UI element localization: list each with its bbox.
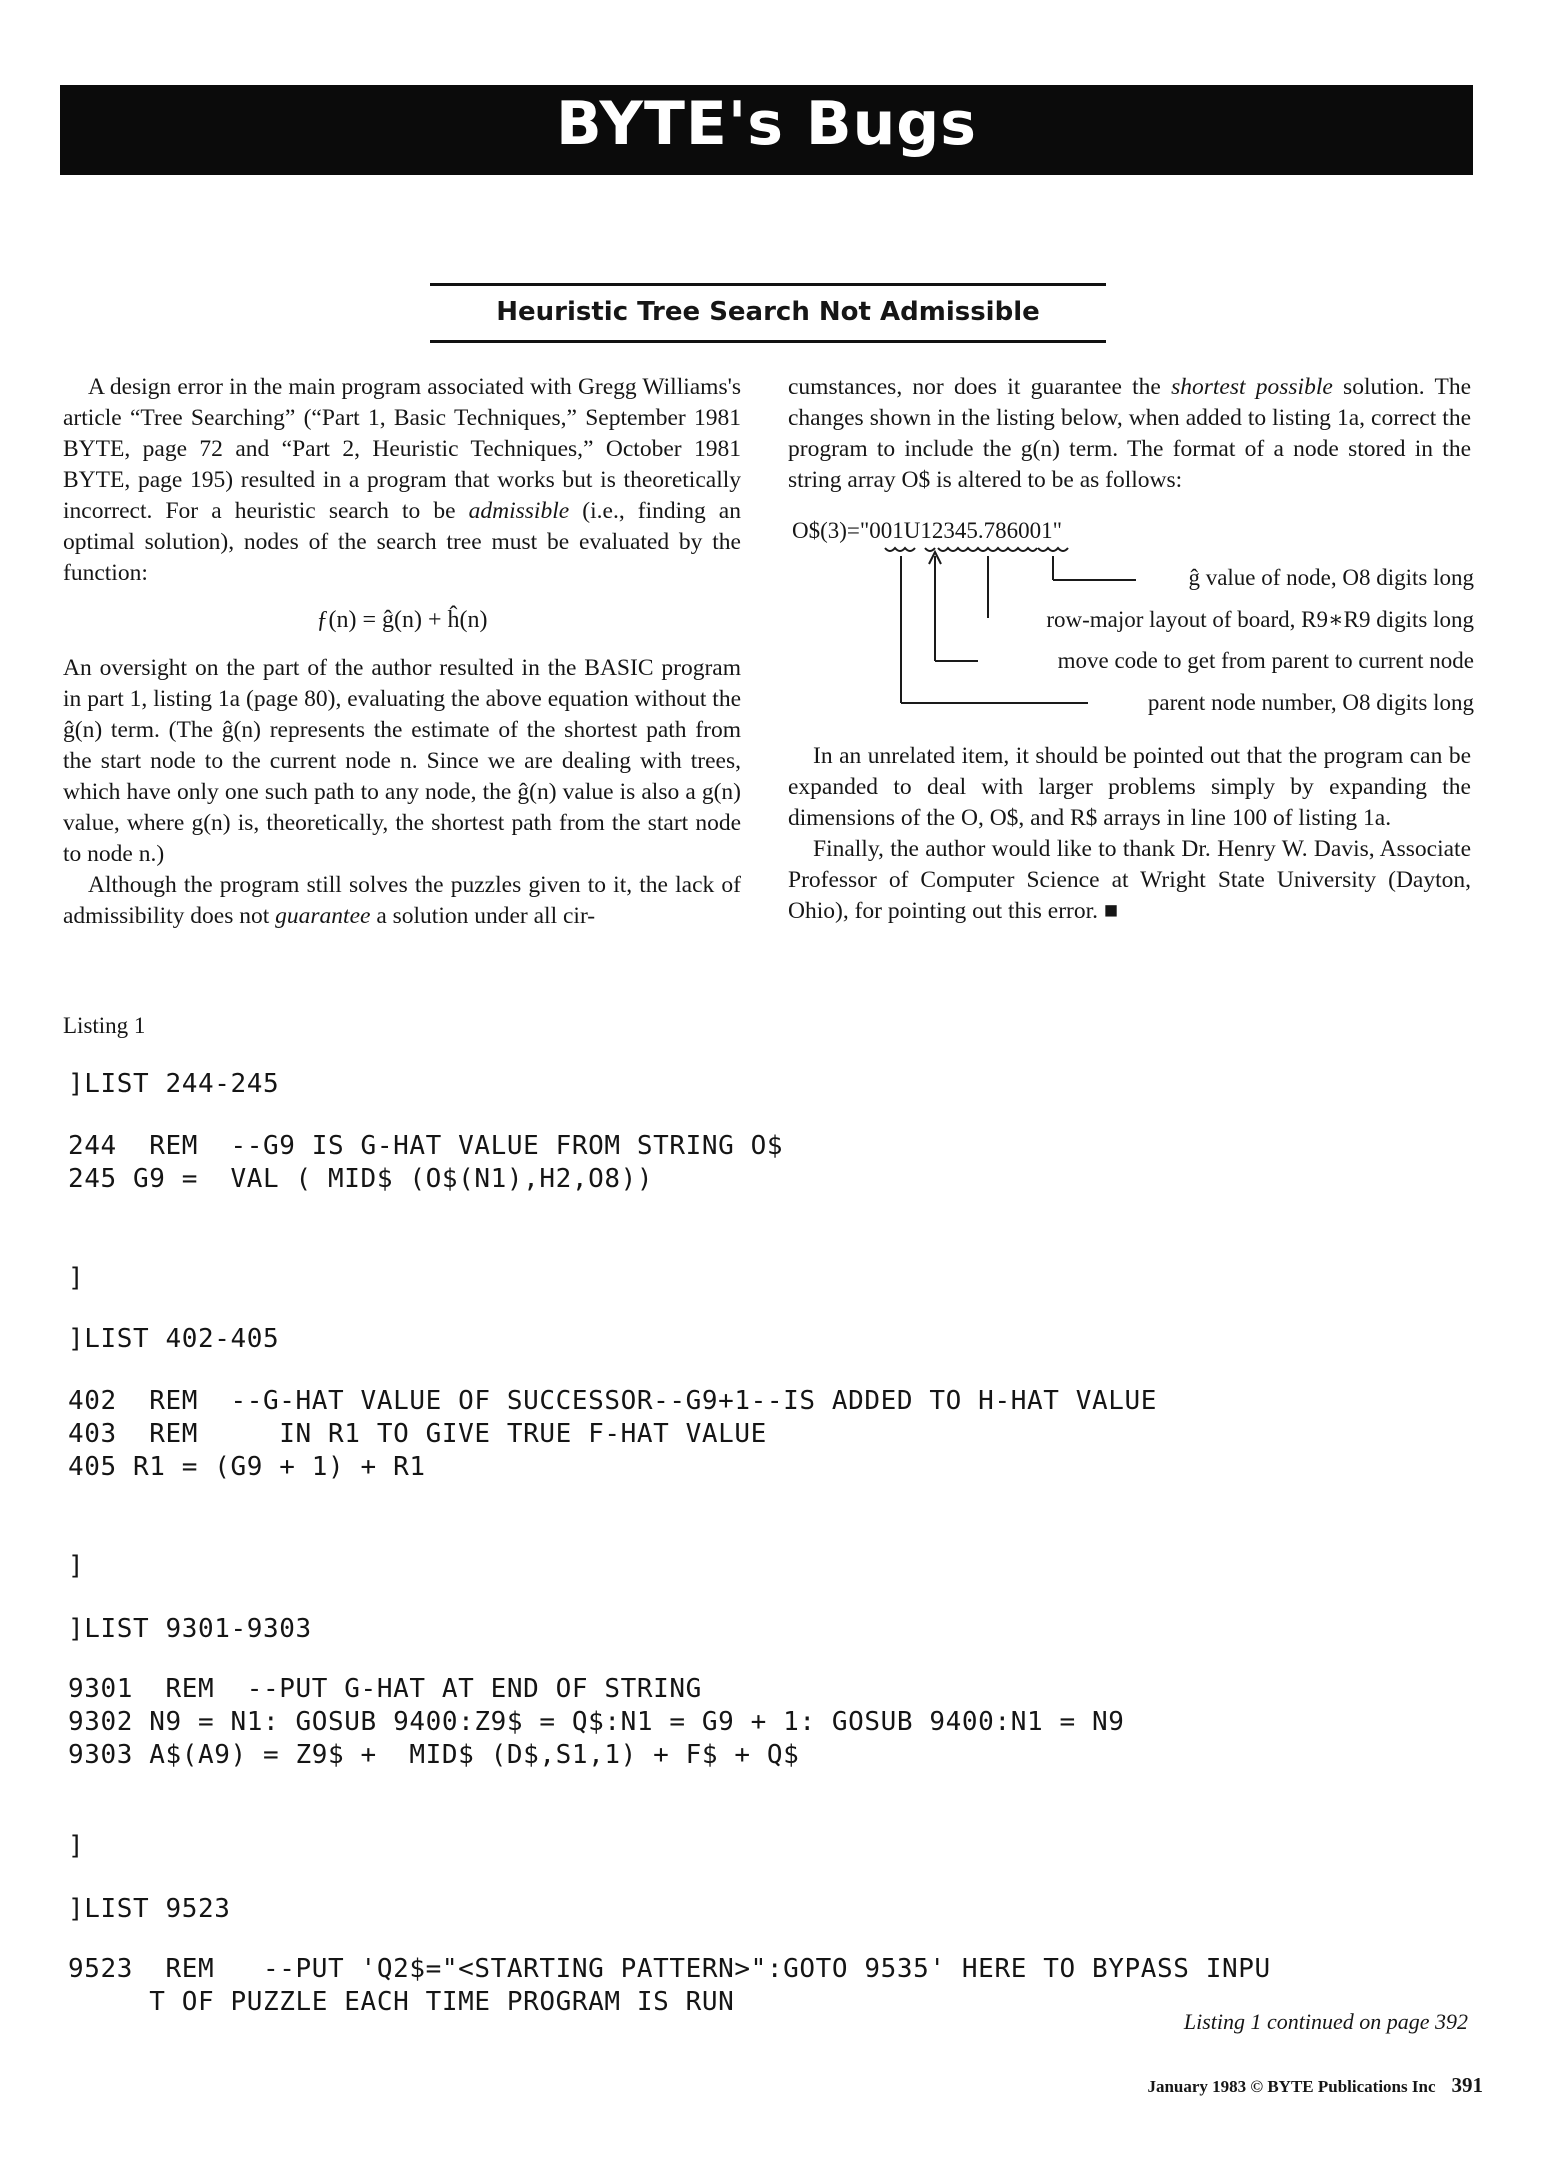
- paragraph: [788, 834, 1471, 927]
- header-banner: [60, 85, 1473, 175]
- code-block: 9523 REM --PUT 'Q2$="<STARTING PATTERN>":GOTO 9535' HERE TO BYPASS INPU T OF PUZZLE EACH TIME PROGRAM IS RUN: [68, 1954, 1271, 2017]
- emphasis: shortest possible: [1171, 374, 1333, 400]
- brace-move: [925, 548, 935, 551]
- node-format-diagram: [788, 518, 1478, 728]
- diagram-expression: O$(3)="001U12345.786001": [792, 518, 1063, 543]
- paragraph: An oversight on the part of the author resulted in the BASIC program in part 1, listing 1a (page 80), evaluating the above equation without the ĝ(n) term. (The ĝ(n) represents the estimate of the shortest path from the start node to the current node n. Since we are dealing with trees, which have only one such path to any node, the ĝ(n) value is also a g(n) value, where g(n) is, theoretically, the shortest path from the start node to node n.): [63, 655, 741, 867]
- banner-title: BYTE's Bugs: [556, 89, 977, 159]
- title-rule-top: [430, 283, 1106, 286]
- text: (i.e., finding an optimal solution), nodes of the search tree must be evaluated by the function:: [63, 498, 741, 586]
- continued-note: Listing 1 continued on page 392: [1183, 2009, 1468, 2034]
- paragraph: [788, 372, 1471, 496]
- code-command: ]LIST 9301-9303: [68, 1614, 312, 1644]
- brace-parent: [885, 548, 915, 551]
- code-block: 402 REM --G-HAT VALUE OF SUCCESSOR--G9+1--IS ADDED TO H-HAT VALUE 403 REM IN R1 TO GIVE TRUE F-HAT VALUE 405 R1 = (G9 + 1) + R1: [68, 1386, 1157, 1482]
- emphasis: admissible: [468, 498, 570, 524]
- article-title: Heuristic Tree Search Not Admissible: [496, 297, 1040, 327]
- emphasis: guarantee: [275, 903, 371, 929]
- paragraph: In an unrelated item, it should be pointed out that the program can be expanded to deal with larger problems simply by expanding the dimensions of the O, O$, and R$ arrays in line 100 of listing 1a.: [788, 743, 1471, 831]
- text: A design error in the main program associated with Gregg Williams's article “Tree Searching” (“Part 1, Basic Techniques,” September 1981 BYTE, page 72 and “Part 2, Heuristic Techniques,” October 1981 BYTE, page 195) resulted in a program that works but is theoretically incorrect. For a heuristic search to be: [63, 374, 741, 524]
- footer-text: January 1983 © BYTE Publications Inc: [1147, 2077, 1436, 2096]
- diagram-label-move: move code to get from parent to current node: [1057, 648, 1474, 673]
- left-column: [63, 372, 741, 932]
- brace-board: [938, 548, 1037, 551]
- text: Although the program still solves the puzzles given to it, the lack of admissibility does not: [63, 872, 741, 929]
- formula: ƒ(n) = ĝ(n) + ĥ(n): [316, 607, 488, 633]
- text: Finally, the author would like to thank Dr. Henry W. Davis, Associate Professor of Computer Science at Wright State University (Dayton, Ohio), for pointing out this error.: [788, 836, 1471, 924]
- text: a solution under all cir-: [370, 903, 596, 929]
- paragraph: [63, 870, 741, 932]
- code-block: 9301 REM --PUT G-HAT AT END OF STRING 9302 N9 = N1: GOSUB 9400:Z9$ = Q$:N1 = G9 + 1: GOSUB 9400:N1 = N9 9303 A$(A9) = Z9$ + MID$ (D$,S1,1) + F$ + Q$: [68, 1674, 1125, 1770]
- diagram-label-ghat: ĝ value of node, O8 digits long: [1188, 565, 1474, 590]
- text: cumstances, nor does it guarantee the: [788, 374, 1172, 400]
- end-mark: ■: [1103, 898, 1119, 924]
- code-prompt: ]: [68, 1263, 85, 1293]
- brace-ghat: [1038, 548, 1068, 551]
- page-number: 391: [1451, 2073, 1483, 2097]
- diagram-label-parent: parent node number, O8 digits long: [1147, 690, 1474, 715]
- code-prompt: ]: [68, 1831, 85, 1861]
- page-footer: [1147, 2073, 1483, 2098]
- right-column-continued: [788, 741, 1471, 927]
- right-column: [788, 372, 1471, 496]
- code-prompt: ]: [68, 1551, 85, 1581]
- code-block: 244 REM --G9 IS G-HAT VALUE FROM STRING O$ 245 G9 = VAL ( MID$ (O$(N1),H2,O8)): [68, 1131, 784, 1194]
- title-rule-bottom: [430, 340, 1106, 343]
- diagram-label-board: row-major layout of board, R9∗R9 digits long: [1046, 607, 1474, 632]
- paragraph: [63, 372, 741, 589]
- text: solution. The changes shown in the listing below, when added to listing 1a, correct the program to include the g(n) term. The format of a node stored in the string array O$ is altered to be as follows:: [788, 374, 1471, 493]
- listing-label: Listing 1: [63, 1013, 146, 1038]
- code-command: ]LIST 244-245: [68, 1069, 280, 1099]
- code-command: ]LIST 402-405: [68, 1324, 280, 1354]
- code-command: ]LIST 9523: [68, 1894, 231, 1924]
